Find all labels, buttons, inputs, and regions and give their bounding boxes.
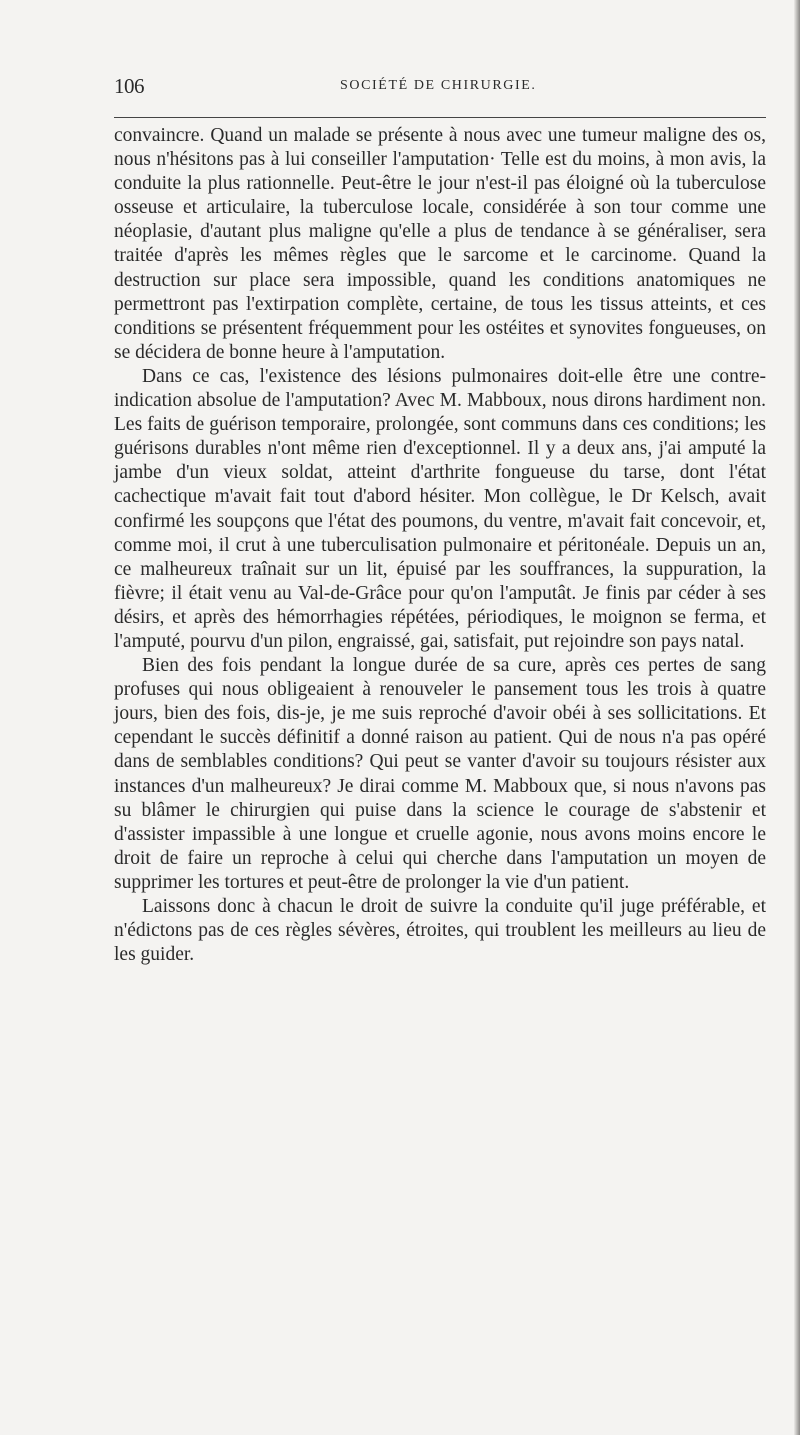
paragraph-1: convaincre. Quand un malade se présente à nous avec une tumeur maligne des os, nous n'hésitons pas à lui conseiller l'amputation· Telle est du moins, à mon avis, la conduite la plus rationnelle. Peut-être le jour n'est-il pas éloigné où la tuberculose osseuse et articulaire, la tuberculose locale, considérée à son tour comme une néoplasie, d'autant plus maligne qu'elle a plus de tendance à se généraliser, sera traitée d'après les mêmes règles que le sarcome et le carcinome. Quand la destruction sur place sera impossible, quand les conditions anatomiques ne permettront pas l'extirpation complète, certaine, de tous les tissus atteints, et ces conditions se présentent fréquemment pour les ostéites et synovites fongueuses, on se décidera de bonne heure à l'amputation. bbox=[114, 125, 766, 363]
page-header bbox=[114, 74, 766, 100]
running-head: SOCIÉTÉ DE CHIRURGIE. bbox=[340, 78, 537, 93]
header-rule bbox=[114, 117, 766, 118]
page-number: 106 bbox=[114, 74, 144, 98]
paragraph-4: Laissons donc à chacun le droit de suivre la conduite qu'il juge préférable, et n'édictons pas de ces règles sévères, étroites, qui troublent les meilleurs au lieu de les guider. bbox=[114, 896, 766, 966]
page-edge-shadow bbox=[794, 0, 800, 1435]
paragraph-2: Dans ce cas, l'existence des lésions pulmonaires doit-elle être une contre-indication absolue de l'amputation? Avec M. Mabboux, nous dirons hardiment non. Les faits de guérison temporaire, prolongée, sont communs dans ces conditions; les guérisons durables n'ont même rien d'exceptionnel. Il y a deux ans, j'ai amputé la jambe d'un vieux soldat, atteint d'arthrite fongueuse du tarse, dont l'état cachectique m'avait fait tout d'abord hésiter. Mon collègue, le Dr Kelsch, avait confirmé les soupçons que l'état des poumons, du ventre, m'avait fait concevoir, et, comme moi, il crut à une tuberculisation pulmonaire et péritonéale. Depuis un an, ce malheureux traînait sur un lit, épuisé par les souffrances, la suppuration, la fièvre; il était venu au Val-de-Grâce pour qu'on l'amputât. Je finis par céder à ses désirs, et après des hémorrhagies répétées, périodiques, le moignon se ferma, et l'amputé, pourvu d'un pilon, engraissé, gai, satisfait, put rejoindre son pays natal. bbox=[114, 365, 766, 652]
body-text bbox=[114, 124, 766, 967]
paragraph-3: Bien des fois pendant la longue durée de sa cure, après ces pertes de sang profuses qui nous obligeaient à renouveler le pansement tous les trois à quatre jours, bien des fois, dis-je, je me suis reproché d'avoir obéi à ses sollicitations. Et cependant le succès définitif a donné raison au patient. Qui de nous n'a pas opéré dans de semblables conditions? Qui peut se vanter d'avoir su toujours résister aux instances d'un malheureux? Je dirai comme M. Mabboux que, si nous n'avons pas su blâmer le chirurgien qui puise dans la science le courage de s'abstenir et d'assister impassible à une longue et cruelle agonie, nous avons moins encore le droit de faire un reproche à celui qui cherche dans l'amputation un moyen de supprimer les tortures et peut-être de prolonger la vie d'un patient. bbox=[114, 655, 766, 893]
